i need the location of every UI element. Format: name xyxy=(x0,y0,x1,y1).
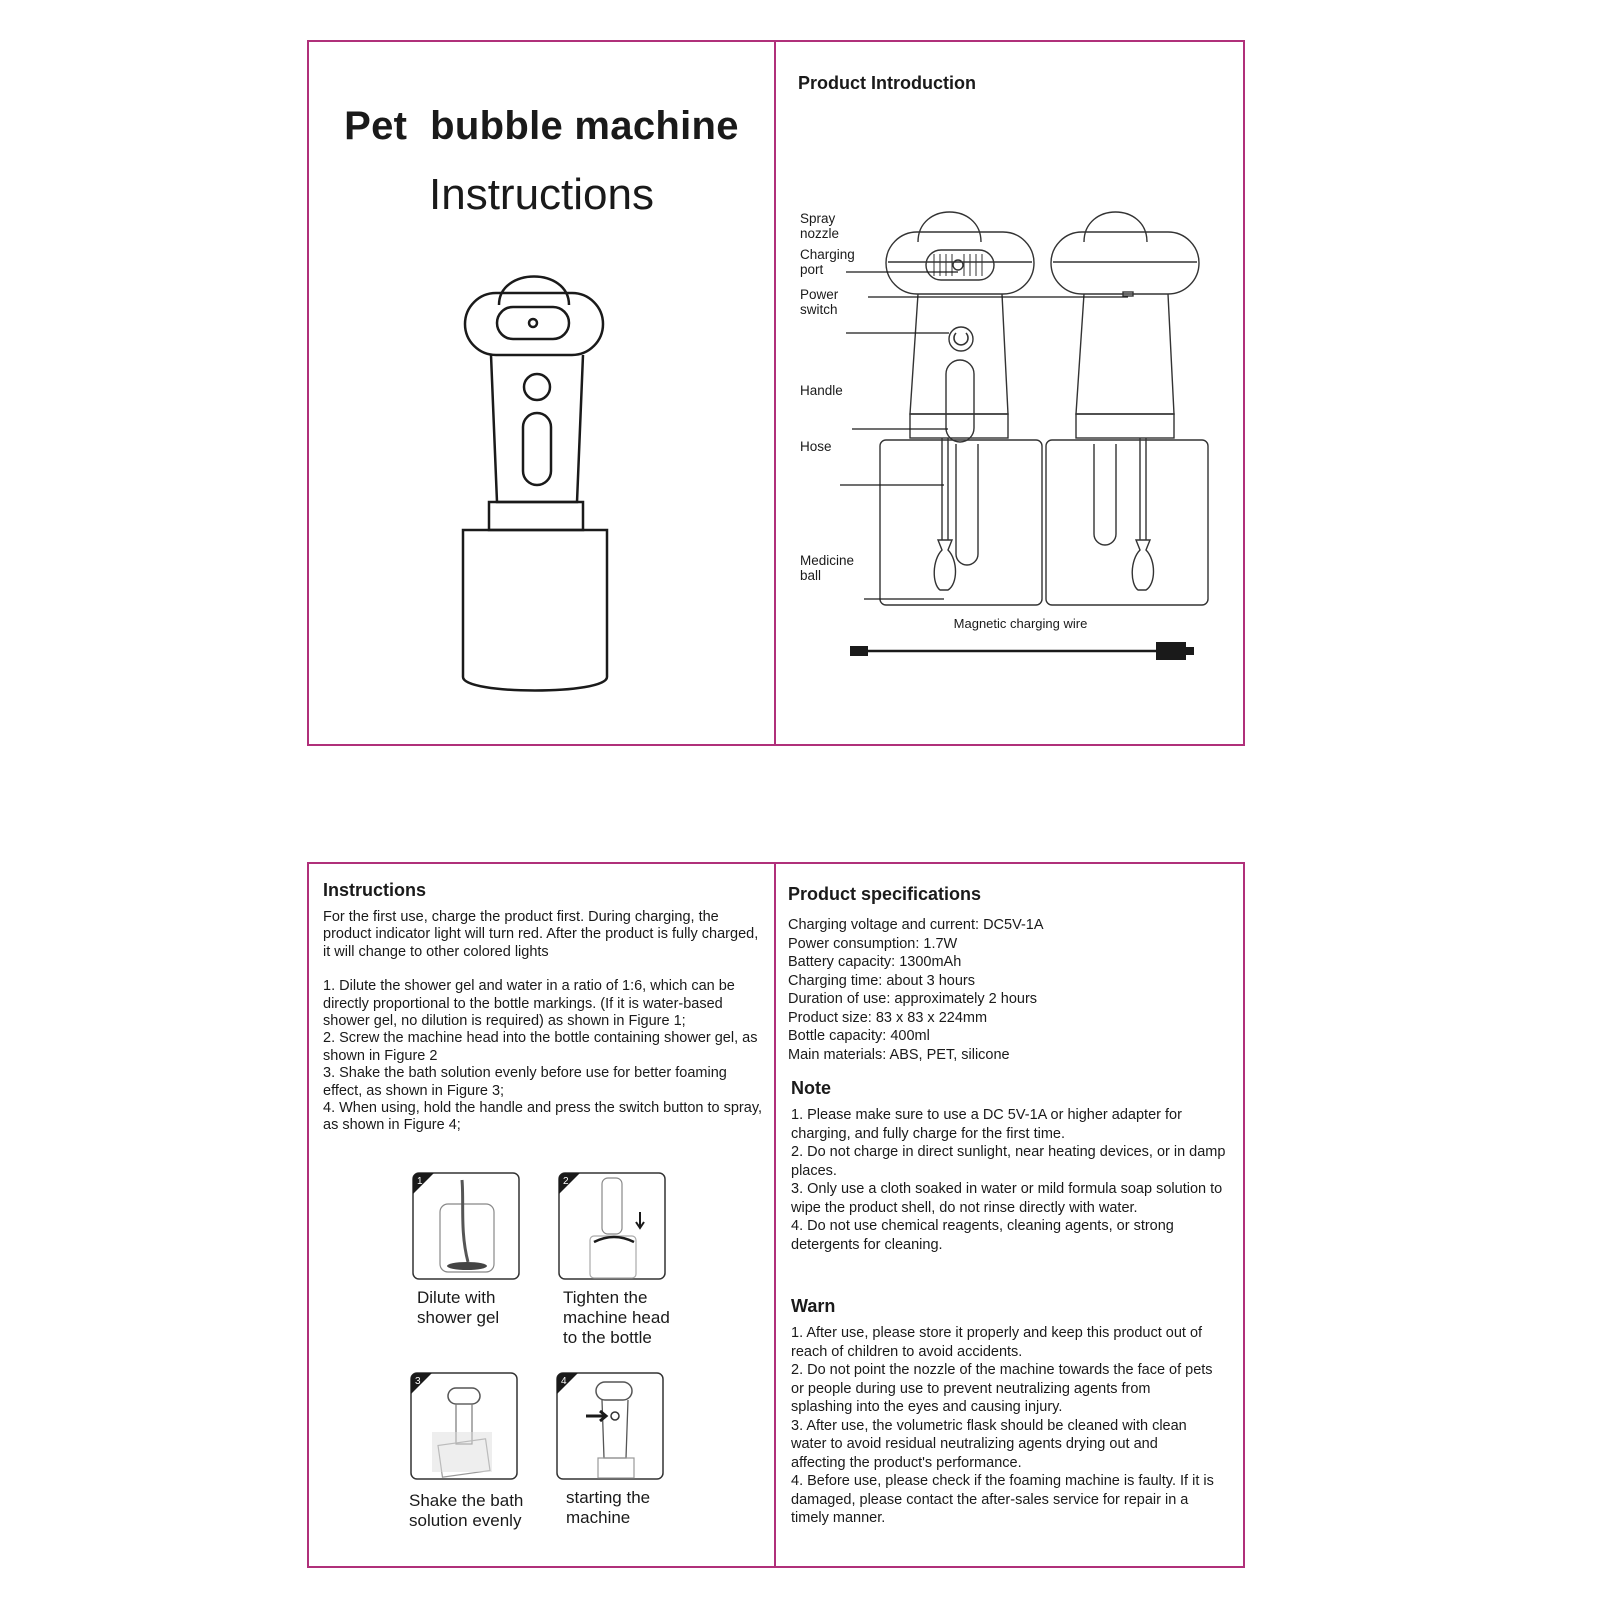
spec-item: Bottle capacity: 400ml xyxy=(788,1028,930,1044)
instructions-step: 4. When using, hold the handle and press the switch button to spray, as shown in Figure 4; xyxy=(323,1100,763,1134)
bubble-machine-illustration xyxy=(459,257,609,697)
note-item: 3. Only use a cloth soaked in water or mild formula soap solution to wipe the product shell, do not rinse directly with water. xyxy=(791,1181,1223,1216)
warn-heading: Warn xyxy=(791,1296,836,1316)
spec-item: Battery capacity: 1300mAh xyxy=(788,954,962,970)
figure-1-caption: Dilute with shower gel xyxy=(417,1288,500,1327)
warn-item: 3. After use, the volumetric flask should be cleaned with clean water to avoid residual neutralizing agents drying out and affecting the product's performance. xyxy=(791,1417,1187,1471)
callout-handle: Handle xyxy=(800,383,843,398)
warn-item: 4. Before use, please check if the foaming machine is faulty. If it is damaged, please contact the after-sales service for repair in a timely manner. xyxy=(791,1473,1214,1526)
callout-medicine-ball: Medicine ball xyxy=(800,553,855,583)
bottom-sheet xyxy=(307,862,1245,1568)
spec-item: Product size: 83 x 83 x 224mm xyxy=(788,1009,988,1026)
figure-2-illustration xyxy=(558,1172,666,1280)
callout-charging-port: Charging port xyxy=(800,247,855,277)
spec-item: Main materials: ABS, PET, silicone xyxy=(788,1046,1010,1063)
figure-2-caption: Tighten the machine head to the bottle xyxy=(563,1288,670,1347)
note-item: 2. Do not charge in direct sunlight, near heating devices, or in damp places. xyxy=(791,1144,1226,1179)
callout-power-switch: Power switch xyxy=(800,287,839,317)
spec-item: Charging voltage and current: DC5V-1A xyxy=(788,917,1044,933)
product-diagram xyxy=(776,162,1245,662)
top-sheet xyxy=(307,40,1245,746)
instructions-heading: Instructions xyxy=(323,880,427,900)
cover-title: Pet bubble machine xyxy=(344,104,739,148)
instructions-paragraph: For the first use, charge the product first. During charging, the product indicator light will turn red. After the product is fully charged, it will change to other colored lights xyxy=(323,909,759,960)
note-list xyxy=(791,1106,1231,1254)
warn-list xyxy=(791,1324,1215,1528)
product-intro-heading: Product Introduction xyxy=(798,73,976,93)
product-intro-panel xyxy=(776,42,1243,744)
spec-item: Duration of use: approximately 2 hours xyxy=(788,991,1038,1007)
figure-4-caption: starting the machine xyxy=(566,1488,651,1527)
figure-4-illustration xyxy=(556,1372,664,1480)
charging-wire-illustration xyxy=(850,640,1194,662)
figure-2-number: 2 xyxy=(563,1176,569,1187)
note-item: 1. Please make sure to use a DC 5V-1A or higher adapter for charging, and fully charge for the first time. xyxy=(791,1107,1182,1142)
cover-subtitle: Instructions xyxy=(429,170,654,219)
specs-list xyxy=(788,916,1228,1064)
note-item: 4. Do not use chemical reagents, cleaning agents, or strong detergents for cleaning. xyxy=(791,1218,1174,1253)
specs-heading: Product specifications xyxy=(788,884,982,904)
instructions-step: 1. Dilute the shower gel and water in a ratio of 1:6, which can be directly proportional to the bottle markings. (If it is water-based shower gel, no dilution is required) as shown in Figure 1; xyxy=(323,978,735,1030)
specs-panel xyxy=(776,864,1243,1566)
figure-3-number: 3 xyxy=(415,1376,421,1387)
note-heading: Note xyxy=(791,1078,831,1098)
spec-item: Charging time: about 3 hours xyxy=(788,972,975,989)
callout-hose: Hose xyxy=(800,439,832,454)
instructions-panel xyxy=(309,864,776,1566)
warn-item: 1. After use, please store it properly and keep this product out of reach of children to avoid accidents. xyxy=(791,1325,1203,1360)
warn-item: 2. Do not point the nozzle of the machine towards the face of pets or people during use to prevent neutralizing agents from splashing into the eyes and causing injury. xyxy=(791,1362,1213,1415)
charging-wire-label: Magnetic charging wire xyxy=(953,616,1088,631)
figure-3-caption: Shake the bath solution evenly xyxy=(409,1491,524,1530)
figure-4-number: 4 xyxy=(561,1376,567,1387)
figure-1-illustration xyxy=(412,1172,520,1280)
spec-item: Power consumption: 1.7W xyxy=(788,935,958,952)
figure-3-illustration xyxy=(410,1372,518,1480)
instructions-step: 3. Shake the bath solution evenly before use for better foaming effect, as shown in Figure 3; xyxy=(323,1065,727,1099)
cover-panel xyxy=(309,42,776,744)
figure-1-number: 1 xyxy=(417,1176,423,1187)
callout-spray-nozzle: Spray nozzle xyxy=(800,211,840,241)
instructions-step: 2. Screw the machine head into the bottle containing shower gel, as shown in Figure 2 xyxy=(323,1030,758,1064)
instructions-body xyxy=(323,909,763,1135)
